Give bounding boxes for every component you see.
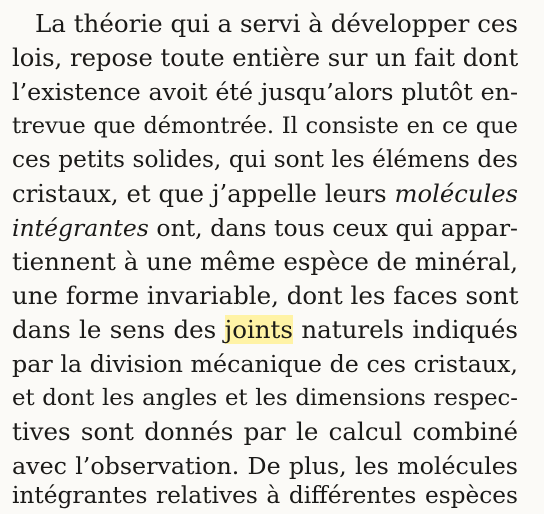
text-line-10 — [12, 312, 518, 348]
text-line-6-roman: cristaux, et que j’appelle leurs — [12, 179, 395, 208]
highlighted-word[interactable]: joints — [224, 315, 293, 344]
text-line-4: trevue que démontrée. Il consiste en ce que — [12, 113, 518, 139]
text-line-5: ces petits solides, qui sont les élémens des — [12, 146, 518, 173]
text-line-9: une forme invariable, dont les faces sont — [12, 281, 519, 310]
text-line-6 — [12, 176, 518, 212]
text-line-7 — [12, 210, 518, 246]
text-line-7-roman: ont, dans tous ceux qui appar- — [148, 214, 518, 242]
text-line-15: intégrantes relatives à différentes espèces — [12, 482, 518, 509]
text-line-10-post: naturels indiqués — [292, 315, 518, 344]
text-line-1: La théorie qui a servi à développer ces — [35, 9, 518, 38]
text-line-14: avec l’observation. De plus, les molécules — [12, 452, 518, 480]
text-line-12: et dont les angles et les dimensions respec- — [12, 385, 518, 411]
text-line-3: l’existence avoit été jusqu’alors plutôt en- — [12, 78, 518, 106]
text-line-10-pre: dans le sens des — [12, 315, 225, 344]
text-line-13: tives sont donnés par le calcul combiné — [12, 417, 518, 446]
italic-term-integrantes: intégrantes — [12, 214, 149, 242]
italic-term-molecules: molécules — [394, 179, 518, 208]
text-line-2: lois, repose toute entière sur un fait dont — [12, 43, 519, 72]
text-line-11: par la division mécanique de ces cristaux, — [12, 350, 518, 378]
text-line-8: tiennent à une même espèce de minéral, — [12, 247, 518, 276]
